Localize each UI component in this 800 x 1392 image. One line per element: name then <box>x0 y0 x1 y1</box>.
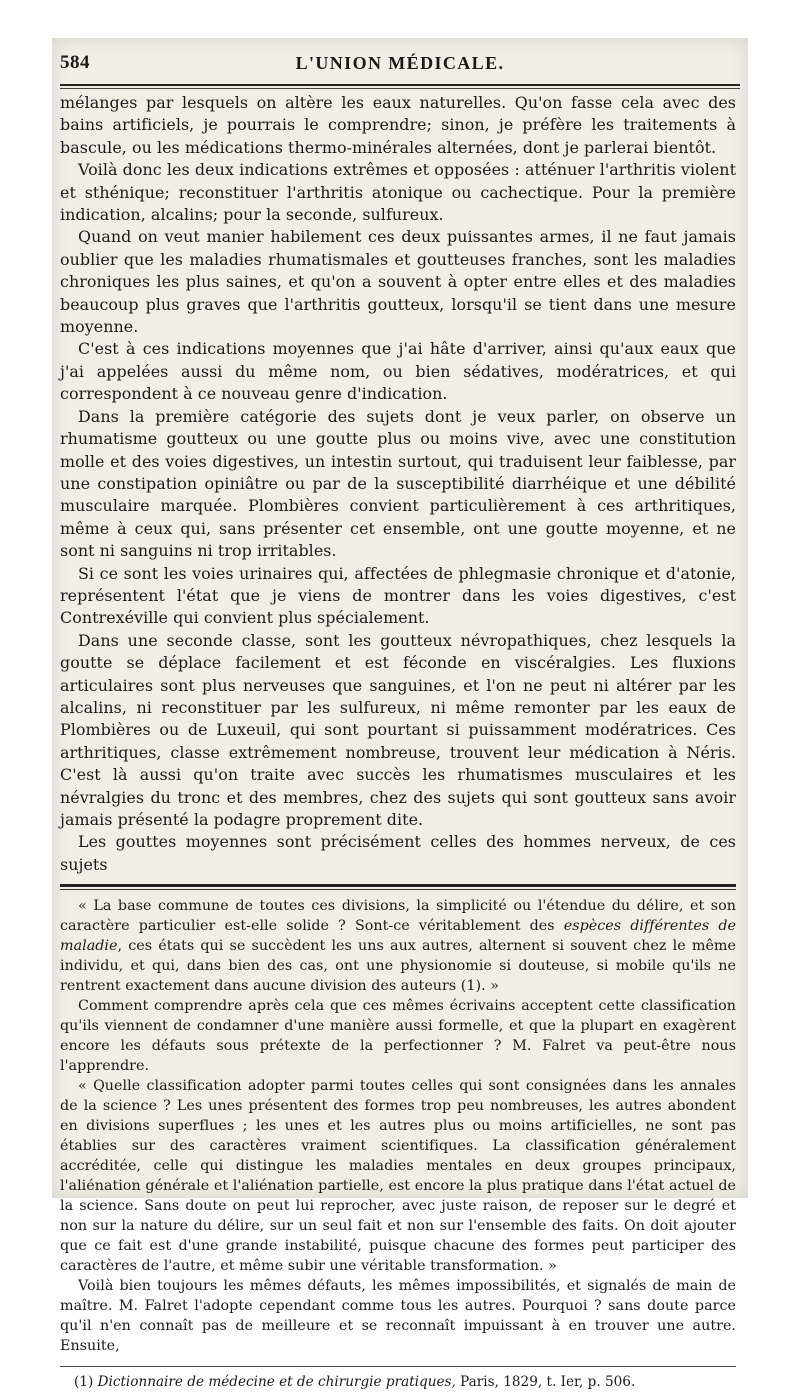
body-paragraph: Dans une seconde classe, sont les goutteux névropathiques, chez lesquels la goutte se déplace facilement et est féconde en viscéralgies. Les fluxions articulaires sont plus nerveuses que sanguines, et l'on ne peut ni altérer par les alcalins, ni reconstituer par les sulfureux, ni même remonter par les eaux de Plombières ou de Luxeuil, qui sont pourtant si puissamment modératrices. Ces arthritiques, classe extrêmement nombreuse, trouvent leur médication à Néris. C'est là aussi qu'on traite avec succès les rhumatismes musculaires et les névralgies du tronc et des membres, chez des sujets qui sont goutteux sans avoir jamais présenté la podagre proprement dite. <box>60 630 736 829</box>
footnote <box>60 1373 736 1392</box>
body-paragraph: Les gouttes moyennes sont précisément celles des hommes nerveux, de ces sujets <box>60 832 736 874</box>
quote-paragraph: « Quelle classification adopter parmi toutes celles qui sont consignées dans les annales de la science ? Les unes présentent des formes trop peu nombreuses, les autres abondent en divisions superflues ; les unes et les autres plus ou moins artificielles, ne sont pas établies sur des caractères vraiment scientifiques. La classification généralement accréditée, celle qui distingue les maladies mentales en deux groupes principaux, l'aliénation générale et l'aliénation partielle, est encore la plus pratique dans l'état actuel de la science. Sans doute on peut lui reprocher, avec juste raison, de reposer sur le degré et non sur la nature du délire, sur un seul fait et non sur l'ensemble des faits. On doit ajouter que ce fait est d'une grande instabilité, puisque chacune des formes peut participer des caractères de l'autre, et même subir une véritable transformation. » <box>60 1078 736 1275</box>
quote-text: , ces états qui se succèdent les uns aux autres, alternent si souvent chez le même individu, et qui, dans bien des cas, ont une physionomie si douteuse, si mobile qu'ils ne rentrent exactement dans aucune division des auteurs (1). » <box>60 938 736 995</box>
document-page <box>52 38 748 1391</box>
quote-paragraph: Comment comprendre après cela que ces mêmes écrivains acceptent cette classification qu'ils viennent de condamner d'une manière aussi formelle, et que la plupart en exagèrent encore les défauts sous prétexte de la perfectionner ? M. Falret va peut-être nous l'apprendre. <box>60 998 736 1075</box>
page-number: 584 <box>60 52 90 73</box>
body-paragraph: C'est à ces indications moyennes que j'ai hâte d'arriver, ainsi qu'aux eaux que j'ai appelées aussi du même nom, ou bien sédatives, modératrices, et qui correspondent à ce nouveau genre d'indication. <box>60 339 736 404</box>
section-rule <box>60 884 736 890</box>
header-rule <box>60 84 740 89</box>
body-paragraph: mélanges par lesquels on altère les eaux naturelles. Qu'on fasse cela avec des bains artificiels, je pourrais le comprendre; sinon, je préfère les traitements à bascule, ou les médications thermo-minérales alternées, dont je parlerai bientôt. <box>60 93 736 157</box>
body-paragraph: Si ce sont les voies urinaires qui, affectées de phlegmasie chronique et d'atonie, représentent l'état que je viens de montrer dans les voies digestives, c'est Contrexéville qui convient plus spécialement. <box>60 563 736 628</box>
footnote-rule <box>60 1366 736 1367</box>
body-paragraph: Dans la première catégorie des sujets dont je veux parler, on observe un rhumatisme goutteux ou une goutte plus ou moins vive, avec une constitution molle et des voies digestives, un intestin surtout, qui traduisent leur faiblesse, par une constipation opiniâtre ou par de la susceptibilité diarrhéique et une débilité musculaire marquée. Plombières convient particulièrement à ces arthritiques, même à ceux qui, sans présenter cet ensemble, ont une goutte moyenne, et ne sont ni sanguins ni trop irritables. <box>60 406 736 561</box>
quote-paragraph: Voilà bien toujours les mêmes défauts, les mêmes impossibilités, et signalés de main de maître. M. Falret l'adopte cependant comme tous les autres. Pourquoi ? sans doute parce qu'il n'en connaît pas de meilleure et se reconnaît impuissant à en trouver une autre. Ensuite, <box>60 1278 736 1355</box>
quote-italic: espèces différentes de maladie <box>60 918 737 955</box>
quote-text: « La base commune de toutes ces divisions, la simplicité ou l'étendue du délire, et son caractère particulier est-elle solide ? Sont-ce véritablement des <box>60 898 736 935</box>
footnote-mark: (1) <box>74 1374 94 1391</box>
quote-paragraph <box>60 896 736 996</box>
page-header <box>60 46 740 80</box>
feuilleton-text <box>60 896 736 1356</box>
footnote-reference: Paris, 1829, t. Ier, p. 506. <box>460 1374 636 1391</box>
main-body <box>60 92 736 876</box>
text-block <box>60 92 736 1392</box>
body-paragraph: Voilà donc les deux indications extrêmes et opposées : atténuer l'arthritis violent et sthénique; reconstituer l'arthritis atonique ou cachectique. Pour la première indication, alcalins; pour la seconde, sulfureux. <box>60 160 736 225</box>
running-title: L'UNION MÉDICALE. <box>295 52 505 73</box>
body-paragraph: Quand on veut manier habilement ces deux puissantes armes, il ne faut jamais oublier que les maladies rhumatismales et goutteuses franches, sont les maladies chroniques les plus saines, et qu'on a souvent à opter entre elles et des maladies beaucoup plus graves que l'arthritis goutteux, lorsqu'il se tient dans une mesure moyenne. <box>60 227 736 337</box>
footnote-title: Dictionnaire de médecine et de chirurgie pratiques, <box>97 1374 456 1391</box>
